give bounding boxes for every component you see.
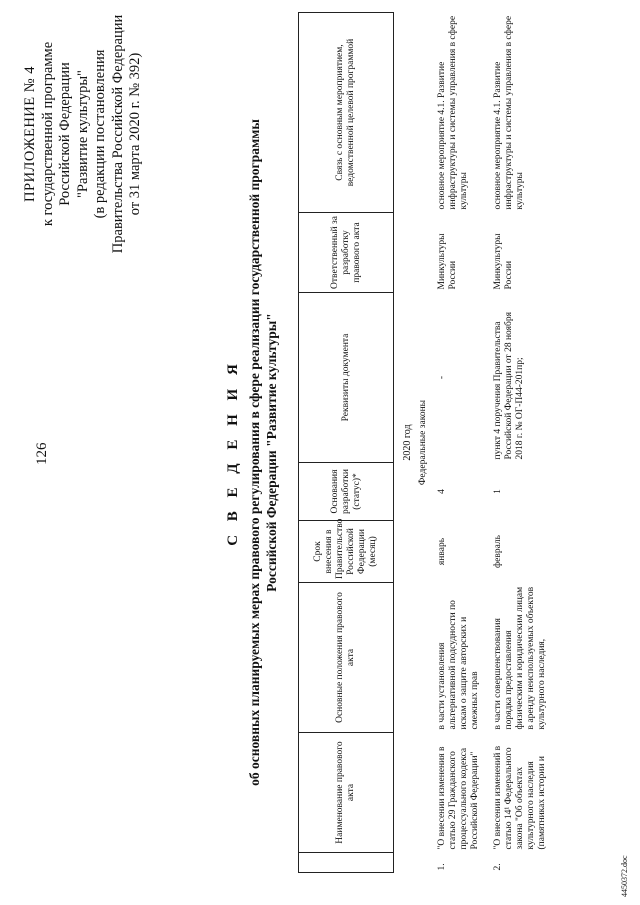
row-number: 1.	[437, 863, 447, 871]
table-row	[491, 13, 558, 873]
column-header-link: Связь с основным мероприятием, ведомственной целевой программой	[299, 13, 394, 213]
column-header-num	[299, 853, 394, 873]
act-requisites: -	[437, 375, 447, 380]
act-provisions: в части совершенствования порядка предоставления физическим и юридическим лицам в аренду неиспользуемых объектов культурного наследия,	[493, 586, 547, 730]
appendix-line: (в редакции постановления	[92, 49, 108, 219]
act-basis: 4	[437, 489, 447, 494]
appendix-line: к государственной программе	[39, 41, 56, 227]
title-line-2: Российской Федерации "Развитие культуры"	[264, 313, 279, 592]
section-label: Федеральные законы	[418, 399, 428, 486]
act-link: основное мероприятие 4.1. Развитие инфраструктуры и системы управления в сфере культуры	[493, 15, 525, 210]
column-header-responsible: Ответственный за разработку правового акта	[299, 213, 394, 293]
page-number: 126	[34, 442, 50, 465]
year-row	[394, 13, 417, 873]
act-deadline: январь	[437, 537, 447, 566]
appendix-line: "Развитие культуры"	[74, 70, 91, 198]
column-header-name: Наименование правового акта	[299, 733, 394, 853]
column-header-deadline: Срок внесения в Правительство Российской Федерации (месяц)	[299, 521, 394, 583]
act-deadline: февраль	[493, 535, 503, 568]
appendix-block	[22, 0, 145, 269]
section-row	[416, 13, 435, 873]
column-header-provisions: Основные положения правового акта	[299, 583, 394, 733]
document-title	[225, 0, 280, 905]
appendix-line: от 31 марта 2020 г. № 392)	[127, 52, 143, 216]
act-responsible: Минкультуры России	[437, 233, 458, 290]
year-label: 2020 год	[402, 424, 413, 461]
act-name: "О внесении изменения в статью 29 Гражданского процессуального кодекса Российской Федерации"	[437, 746, 480, 850]
table-row	[435, 13, 491, 873]
measures-table	[298, 12, 558, 873]
file-code: 4450372.doc	[620, 855, 629, 897]
title-heading: С В Е Д Е Н И Я	[225, 359, 241, 546]
title-line-1: об основных планируемых мерах правового регулирования в сфере реализации государственной программы	[247, 119, 262, 786]
act-requisites: пункт 4 поручения Правительства Российской Федерации от 28 ноября 2018 г. № ОГ-П44-201пр;	[493, 312, 525, 460]
appendix-line: Российской Федерации	[57, 62, 73, 206]
appendix-line: ПРИЛОЖЕНИЕ № 4	[22, 66, 38, 202]
table-header-row	[299, 13, 394, 873]
column-header-requisites: Реквизиты документа	[299, 293, 394, 463]
act-link: основное мероприятие 4.1. Развитие инфраструктуры и системы управления в сфере культуры	[437, 15, 469, 210]
appendix-line: Правительства Российской Федерации	[109, 14, 126, 254]
act-responsible: Минкультуры России	[493, 233, 514, 290]
act-basis: 1	[493, 489, 503, 494]
column-header-basis: Основания разработки (статус)*	[299, 463, 394, 521]
act-provisions: в части установления альтернативной подсудности по искам о защите авторских и смежных прав	[437, 600, 480, 730]
row-number: 2.	[493, 863, 503, 871]
act-name: "О внесении изменений в статью 14¹ Федерального закона "Об объектах культурного наследия (памятниках истории и	[493, 745, 547, 850]
